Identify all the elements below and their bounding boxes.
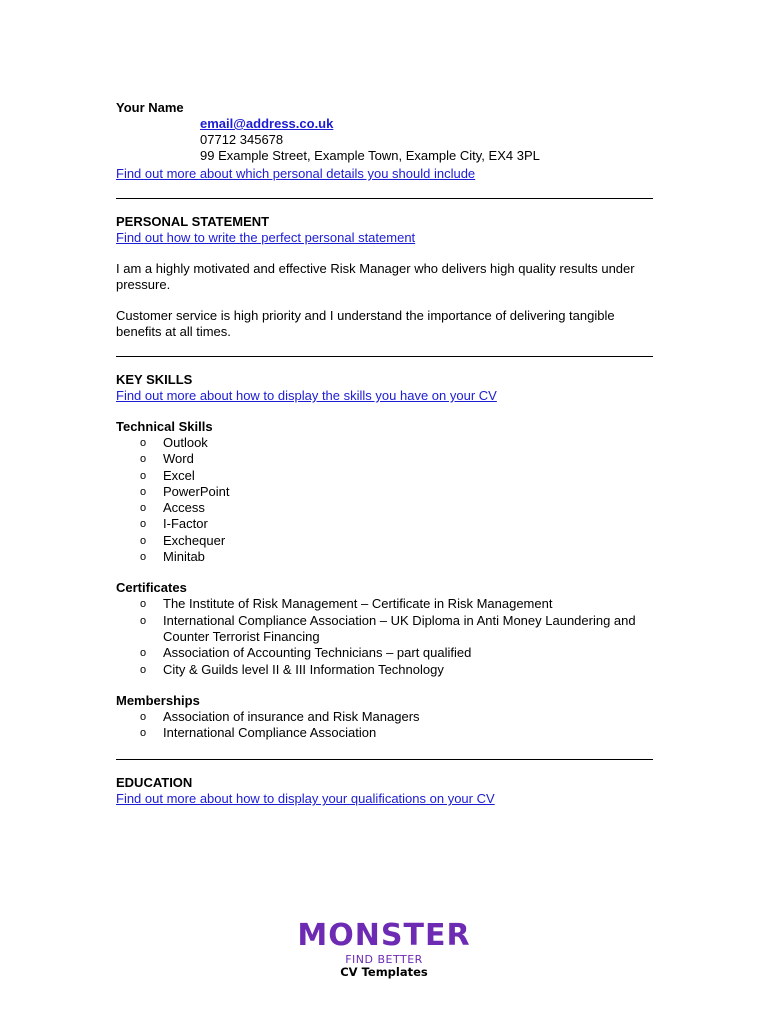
section-divider xyxy=(116,759,653,760)
candidate-name: Your Name xyxy=(116,100,184,115)
bullet-marker: o xyxy=(140,469,147,482)
bullet-marker: o xyxy=(140,551,147,564)
section-divider xyxy=(116,356,653,357)
bullet-marker: o xyxy=(140,502,147,515)
skills-link[interactable]: Find out more about how to display the skills you have on your CV xyxy=(116,388,497,403)
technical-skills-heading: Technical Skills xyxy=(116,419,213,434)
logo-tagline: FIND BETTER xyxy=(345,953,423,966)
list-item: o Access xyxy=(140,500,205,516)
bullet-marker: o xyxy=(140,727,147,740)
cv-document xyxy=(116,100,653,807)
list-item: o Excel xyxy=(140,467,195,483)
bullet-marker: o xyxy=(140,598,147,611)
education-heading: EDUCATION xyxy=(116,775,193,791)
bullet-marker: o xyxy=(140,518,147,531)
bullet-marker: o xyxy=(140,647,147,660)
statement-paragraph: I am a highly motivated and effective Risk Manager who delivers high quality results under pressure. xyxy=(116,261,635,292)
address: 99 Example Street, Example Town, Example City, EX4 3PL xyxy=(200,148,540,163)
statement-paragraph: Customer service is high priority and I understand the importance of delivering tangible benefits at all times. xyxy=(116,308,615,339)
bullet-marker: o xyxy=(140,437,147,449)
personal-details-link[interactable]: Find out more about which personal details you should include xyxy=(116,166,476,181)
email-link[interactable]: email@address.co.uk xyxy=(200,116,334,131)
list-item: o Association of insurance and Risk Managers xyxy=(140,708,420,724)
section-divider xyxy=(116,198,653,199)
list-item: o Word xyxy=(140,451,194,467)
list-item: o The Institute of Risk Management – Certificate in Risk Management xyxy=(140,596,553,612)
certificates-heading: Certificates xyxy=(116,580,187,596)
list-item: o International Compliance Association xyxy=(140,725,377,741)
certificates-list xyxy=(116,596,653,677)
bullet-marker: o xyxy=(140,534,147,547)
technical-skills-list xyxy=(116,435,653,565)
list-item: o Outlook xyxy=(140,435,208,450)
logo-subtitle: CV Templates xyxy=(340,965,428,979)
personal-statement-link[interactable]: Find out how to write the perfect personal statement xyxy=(116,230,416,245)
bullet-marker: o xyxy=(140,663,147,676)
bullet-marker: o xyxy=(140,453,147,466)
list-item: o Association of Accounting Technicians – part qualified xyxy=(140,645,472,661)
phone-number: 07712 345678 xyxy=(200,132,284,147)
qualifications-link[interactable]: Find out more about how to display your qualifications on your CV xyxy=(116,791,495,807)
bullet-marker: o xyxy=(140,710,147,723)
bullet-marker: o xyxy=(140,614,147,627)
list-item: o Exchequer xyxy=(140,532,226,548)
list-item: o International Compliance Association – UK Diploma in Anti Money Laundering and Counter Terrorist Financing xyxy=(140,612,636,644)
memberships-list xyxy=(116,709,653,742)
memberships-heading: Memberships xyxy=(116,692,200,708)
list-item: o Minitab xyxy=(140,549,205,565)
list-item: o PowerPoint xyxy=(140,483,230,499)
list-item: o I-Factor xyxy=(140,516,208,532)
monster-wordmark: MONSTER xyxy=(297,918,471,953)
key-skills-heading: KEY SKILLS xyxy=(116,372,193,387)
monster-logo xyxy=(0,918,768,978)
bullet-marker: o xyxy=(140,485,147,498)
list-item: o City & Guilds level II & III Information Technology xyxy=(140,661,444,677)
personal-statement-heading: PERSONAL STATEMENT xyxy=(116,214,270,229)
